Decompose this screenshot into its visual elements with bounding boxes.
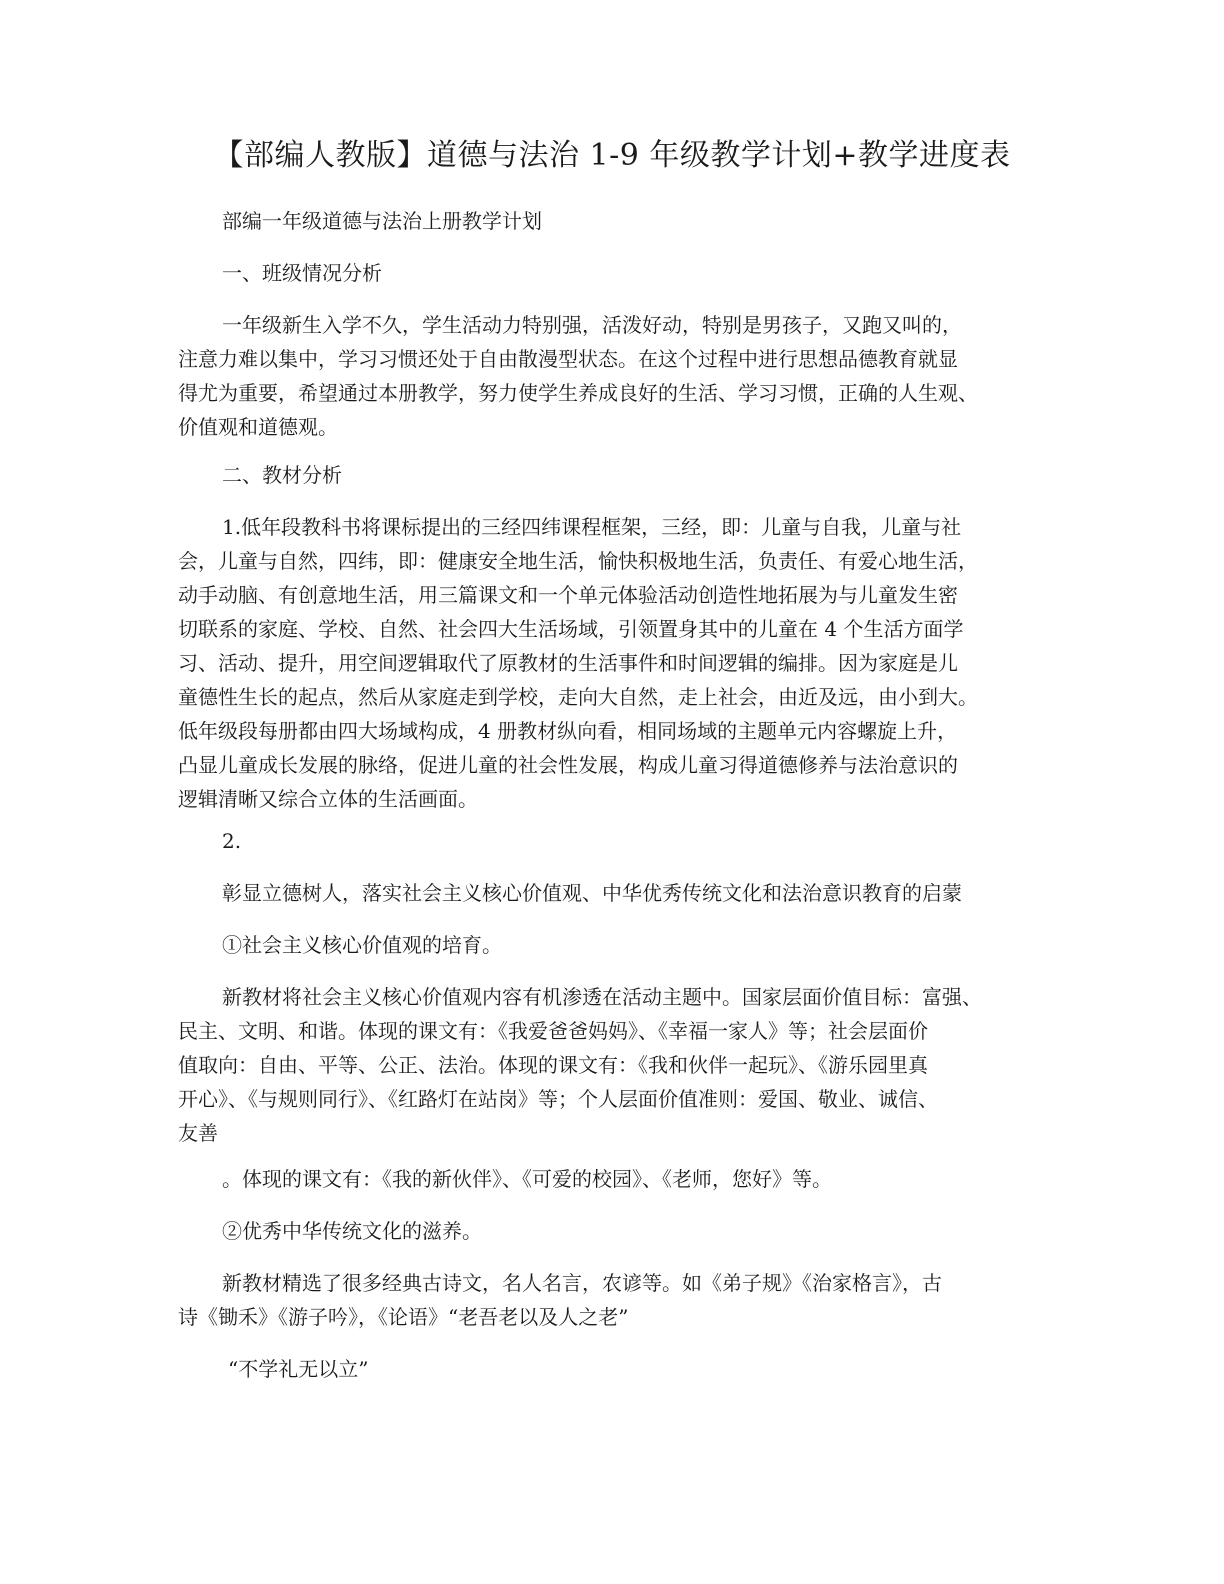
paragraph-line: 价值观和道德观。 xyxy=(178,415,338,439)
paragraph-line: 1.低年段教科书将课标提出的三经四纬课程框架，三经，即：儿童与自我，儿童与社 xyxy=(222,515,962,539)
paragraph-line: 童德性生长的起点，然后从家庭走到学校，走向大自然，走上社会，由近及远，由小到大。 xyxy=(178,685,978,709)
paragraph-line: 友善 xyxy=(178,1121,218,1145)
point-traditional-culture: ②优秀中华传统文化的滋养。 xyxy=(222,1219,482,1243)
paragraph-textbook-analysis xyxy=(178,510,1052,816)
paragraph-traditional-culture xyxy=(178,1266,1052,1334)
section-heading-class-analysis: 一、班级情况分析 xyxy=(222,261,382,285)
paragraph-line: 注意力难以集中，学习习惯还处于自由散漫型状态。在这个过程中进行思想品德教育就显 xyxy=(178,347,958,371)
paragraph-line: 开心》、《与规则同行》、《红路灯在站岗》等；个人层面价值准则：爱国、敬业、诚信、 xyxy=(178,1087,938,1111)
paragraph-personal-values: 。体现的课文有：《我的新伙伴》、《可爱的校园》、《老师，您好》等。 xyxy=(222,1167,832,1191)
paragraph-line: 凸显儿童成长发展的脉络，促进儿童的社会性发展，构成儿童习得道德修养与法治意识的 xyxy=(178,753,958,777)
document-title: 【部编人教版】道德与法治 1-9 年级教学计划+教学进度表 xyxy=(213,138,1011,173)
paragraph-line: 动手动脑、有创意地生活，用三篇课文和一个单元体验活动创造性地拓展为与儿童发生密 xyxy=(178,583,958,607)
paragraph-line: 得尤为重要，希望通过本册教学，努力使学生养成良好的生活、学习习惯，正确的人生观、 xyxy=(178,381,978,405)
section-heading-textbook-analysis: 二、教材分析 xyxy=(222,463,342,487)
paragraph-core-values xyxy=(178,980,1052,1150)
paragraph-core-values-intro: 彰显立德树人，落实社会主义核心价值观、中华优秀传统文化和法治意识教育的启蒙 xyxy=(222,881,962,905)
paragraph-line: 逻辑清晰又综合立体的生活画面。 xyxy=(178,787,478,811)
paragraph-line: 新教材精选了很多经典古诗文，名人名言，农谚等。如《弟子规》《治家格言》，古 xyxy=(222,1271,942,1295)
paragraph-line: 新教材将社会主义核心价值观内容有机渗透在活动主题中。国家层面价值目标：富强、 xyxy=(222,985,982,1009)
quote-line: “不学礼无以立” xyxy=(228,1357,369,1381)
paragraph-line: 民主、文明、和谐。体现的课文有：《我爱爸爸妈妈》、《幸福一家人》等；社会层面价 xyxy=(178,1019,928,1043)
paragraph-line: 会，儿童与自然，四纬，即：健康安全地生活，愉快积极地生活，负责任、有爱心地生活， xyxy=(178,549,978,573)
plan-subtitle: 部编一年级道德与法治上册教学计划 xyxy=(222,209,542,233)
paragraph-line: 诗《锄禾》《游子吟》，《论语》“老吾老以及人之老” xyxy=(178,1305,629,1329)
paragraph-line: 一年级新生入学不久，学生活动力特别强，活泼好动，特别是男孩子，又跑又叫的， xyxy=(222,313,962,337)
paragraph-line: 切联系的家庭、学校、自然、社会四大生活场域，引领置身其中的儿童在 4 个生活方面学 xyxy=(178,617,964,641)
paragraph-line: 低年级段每册都由四大场域构成，4 册教材纵向看，相同场域的主题单元内容螺旋上升， xyxy=(178,719,958,743)
paragraph-line: 习、活动、提升，用空间逻辑取代了原教材的生活事件和时间逻辑的编排。因为家庭是儿 xyxy=(178,651,958,675)
paragraph-line: 值取向：自由、平等、公正、法治。体现的课文有：《我和伙伴一起玩》、《游乐园里真 xyxy=(178,1053,928,1077)
paragraph-class-analysis xyxy=(178,308,1052,444)
point-core-values: ①社会主义核心价值观的培育。 xyxy=(222,933,502,957)
item-number-2: 2. xyxy=(222,829,242,853)
